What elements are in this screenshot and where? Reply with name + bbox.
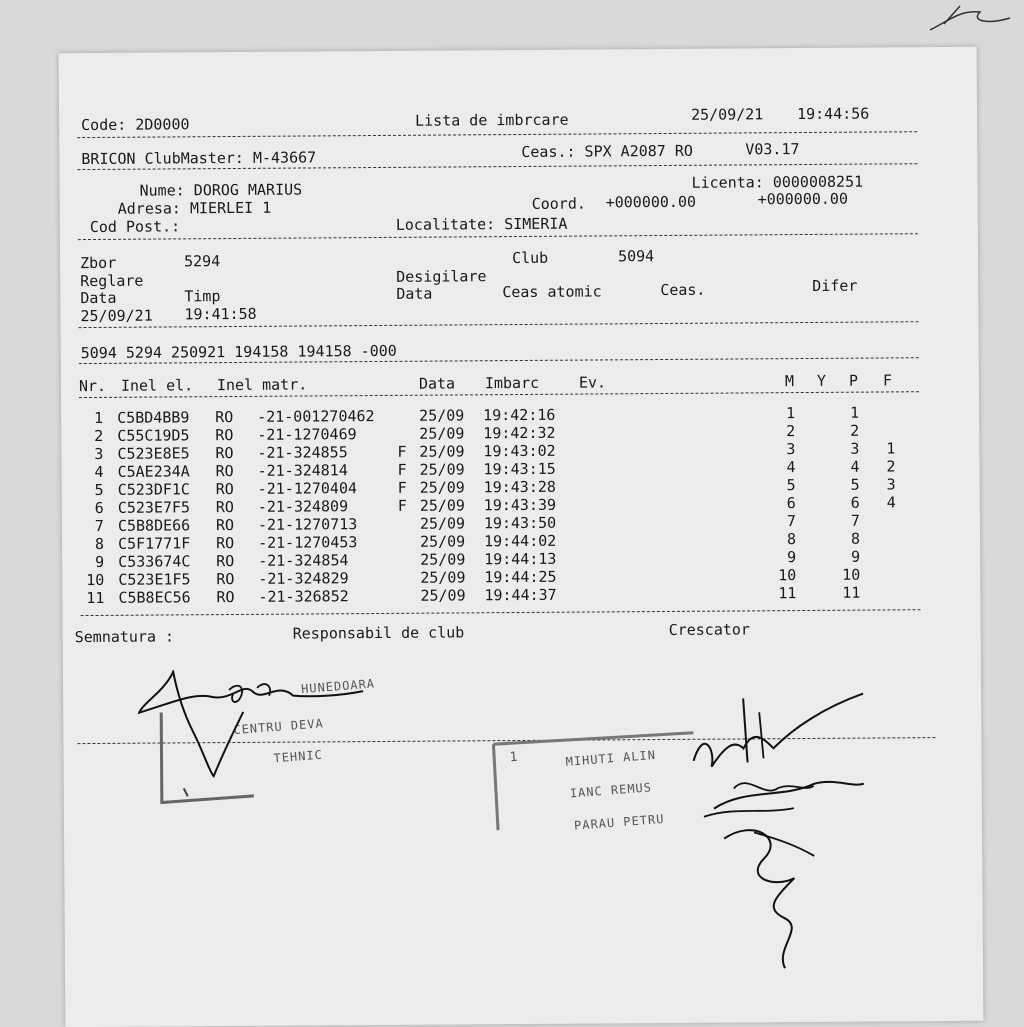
stamp-line: PARAU PETRU <box>574 812 665 833</box>
rank-m: 11 <box>776 584 796 602</box>
divider <box>78 233 918 240</box>
arrival-date: 25/09 <box>419 442 464 460</box>
document-title: Lista de imbrcare <box>415 112 569 130</box>
col-m: M <box>785 372 794 390</box>
row-number: 8 <box>80 535 104 553</box>
arrival-time: 19:43:15 <box>483 460 555 479</box>
electronic-ring: C55C19D5 <box>117 426 189 445</box>
flight-number: 5294 <box>184 253 220 270</box>
stamp-line: IANC REMUS <box>569 780 652 800</box>
col-nr: Nr. <box>79 377 106 395</box>
club-signature-icon <box>133 651 394 793</box>
electronic-ring: C523E7F5 <box>118 498 190 517</box>
rank-m: 4 <box>775 458 795 476</box>
reglare-date-label: Data <box>80 290 116 307</box>
arrival-date: 25/09 <box>420 532 465 550</box>
print-date: 25/09/21 <box>691 106 763 124</box>
ring-number: -21-1270453 <box>258 533 357 552</box>
arrival-time: 19:44:13 <box>484 550 556 569</box>
rank-m: 3 <box>775 440 795 458</box>
rank-p: 4 <box>839 458 859 476</box>
female-flag: F <box>397 443 406 461</box>
club-label: Club <box>512 250 548 267</box>
country-code: RO <box>216 552 234 570</box>
electronic-ring: C523E8E5 <box>117 444 189 463</box>
summary-line: 5094 5294 250921 194158 194158 -000 <box>81 343 397 362</box>
electronic-ring: C523E1F5 <box>118 570 190 589</box>
rank-p: 2 <box>839 422 859 440</box>
electronic-ring: C5B8EC56 <box>118 588 190 607</box>
rank-p: 11 <box>840 584 860 602</box>
arrival-date: 25/09 <box>420 550 465 568</box>
arrival-date: 25/09 <box>420 478 465 496</box>
row-number: 10 <box>80 571 104 589</box>
coord-y: +000000.00 <box>758 191 848 209</box>
rank-m: 5 <box>776 476 796 494</box>
electronic-ring: C5AE234A <box>117 462 189 481</box>
row-number: 9 <box>80 553 104 571</box>
country-code: RO <box>216 498 234 516</box>
right-stamp <box>59 47 977 53</box>
ring-number: -21-001270462 <box>257 407 375 426</box>
country-code: RO <box>215 426 233 444</box>
rank-p: 8 <box>840 530 860 548</box>
country-code: RO <box>215 462 233 480</box>
divider <box>77 131 917 138</box>
row-number: 11 <box>80 589 104 607</box>
row-number: 6 <box>80 499 104 517</box>
owner-locality: Localitate: SIMERIA <box>396 216 568 234</box>
arrival-time: 19:42:32 <box>483 424 555 443</box>
breeder-label: Crescator <box>669 621 750 639</box>
arrival-date: 25/09 <box>420 586 465 604</box>
ring-number: -21-324855 <box>257 443 347 462</box>
arrival-time: 19:42:16 <box>483 406 555 425</box>
print-time: 19:44:56 <box>797 106 869 124</box>
desigilare-label: Desigilare <box>396 268 486 286</box>
arrival-time: 19:43:50 <box>484 514 556 533</box>
arrival-time: 19:43:28 <box>484 478 556 497</box>
female-flag: F <box>398 479 407 497</box>
background-scribble-icon <box>900 0 1020 60</box>
col-ev: Ev. <box>579 373 606 391</box>
col-data: Data <box>419 374 455 392</box>
firmware-version: V03.17 <box>745 141 799 158</box>
arrival-date: 25/09 <box>420 496 465 514</box>
left-stamp <box>59 47 977 53</box>
electronic-ring: C5B8DE66 <box>118 516 190 535</box>
col-f: F <box>883 371 892 389</box>
row-number: 2 <box>79 427 103 445</box>
clock-id: Ceas.: SPX A2087 RO <box>521 143 693 161</box>
country-code: RO <box>215 444 233 462</box>
rank-p: 10 <box>840 566 860 584</box>
coord-label: Coord. <box>532 196 586 213</box>
col-inel-el: Inel el. <box>121 376 193 395</box>
ring-number: -21-324809 <box>258 497 348 516</box>
arrival-time: 19:44:25 <box>484 568 556 587</box>
ring-number: -21-324854 <box>258 551 348 570</box>
col-y: Y <box>817 372 826 390</box>
ring-number: -21-1270404 <box>258 479 357 498</box>
col-inel-matr: Inel matr. <box>217 375 307 394</box>
clock-label: Ceas. <box>660 282 705 299</box>
owner-license: Licenta: 0000008251 <box>691 174 863 192</box>
system-id: BRICON ClubMaster: M-43667 <box>81 149 316 168</box>
ring-number: -21-1270713 <box>258 515 357 534</box>
stamp-line: HUNEDOARA <box>301 676 376 696</box>
country-code: RO <box>216 534 234 552</box>
arrival-date: 25/09 <box>419 424 464 442</box>
arrival-time: 19:43:02 <box>483 442 555 461</box>
arrival-time: 19:44:02 <box>484 532 556 551</box>
country-code: RO <box>216 516 234 534</box>
rank-f: 2 <box>875 457 895 475</box>
document-code: Code: 2D0000 <box>81 116 189 134</box>
reglare-label: Reglare <box>80 273 143 290</box>
club-responsible-label: Responsabil de club <box>293 624 465 642</box>
signature-label: Semnatura : <box>75 628 174 646</box>
rank-p: 7 <box>840 512 860 530</box>
coord-x: +000000.00 <box>606 194 696 212</box>
ring-number: -21-1270469 <box>257 425 356 444</box>
row-number: 7 <box>80 517 104 535</box>
printed-sheet <box>59 47 984 1027</box>
country-code: RO <box>216 588 234 606</box>
ring-number: -21-324829 <box>258 569 348 588</box>
desigilare-date-label: Data <box>396 286 432 303</box>
ring-number: -21-326852 <box>258 587 348 606</box>
reglare-time: 19:41:58 <box>184 306 256 324</box>
rank-m: 2 <box>775 422 795 440</box>
rank-p: 6 <box>840 494 860 512</box>
stamp-index: 1 <box>509 750 519 766</box>
rank-p: 3 <box>839 440 859 458</box>
reglare-date: 25/09/21 <box>80 308 152 326</box>
rank-f: 1 <box>875 439 895 457</box>
electronic-ring: C5F1771F <box>118 534 190 553</box>
country-code: RO <box>215 408 233 426</box>
electronic-ring: C533674C <box>118 552 190 571</box>
arrival-date: 25/09 <box>419 460 464 478</box>
arrival-date: 25/09 <box>419 406 464 424</box>
difference-label: Difer <box>812 278 857 295</box>
owner-name: Nume: DOROG MARIUS <box>140 182 303 200</box>
country-code: RO <box>216 480 234 498</box>
rank-f: 3 <box>876 475 896 493</box>
arrival-time: 19:43:39 <box>484 496 556 515</box>
rank-m: 8 <box>776 530 796 548</box>
row-number: 3 <box>79 445 103 463</box>
rank-m: 1 <box>775 404 795 422</box>
breeder-signature-icon <box>663 687 905 989</box>
female-flag: F <box>398 497 407 515</box>
atomic-clock-label: Ceas atomic <box>502 283 601 301</box>
owner-address: Adresa: MIERLEI 1 <box>118 200 272 218</box>
col-imbarc: Imbarc <box>485 374 539 392</box>
electronic-ring: C523DF1C <box>118 480 190 499</box>
club-number: 5094 <box>618 248 654 265</box>
arrival-date: 25/09 <box>420 568 465 586</box>
arrival-date: 25/09 <box>420 514 465 532</box>
electronic-ring: C5BD4BB9 <box>117 408 189 427</box>
rank-p: 5 <box>840 476 860 494</box>
row-number: 4 <box>79 463 103 481</box>
country-code: RO <box>216 570 234 588</box>
table-body <box>59 47 977 53</box>
stamp-line: MIHUTI ALIN <box>565 748 656 769</box>
stamp-line: TEHNIC <box>273 748 323 766</box>
rank-p: 1 <box>839 404 859 422</box>
rank-m: 9 <box>776 548 796 566</box>
female-flag: F <box>397 461 406 479</box>
rank-f: 4 <box>876 493 896 511</box>
col-p: P <box>849 372 858 390</box>
rank-p: 9 <box>840 548 860 566</box>
reglare-time-label: Timp <box>184 288 220 305</box>
rank-m: 7 <box>776 512 796 530</box>
rank-m: 6 <box>776 494 796 512</box>
row-number: 1 <box>79 409 103 427</box>
row-number: 5 <box>80 481 104 499</box>
divider <box>81 609 921 616</box>
flight-label: Zbor <box>80 255 116 272</box>
owner-postal-code: Cod Post.: <box>90 218 180 236</box>
arrival-time: 19:44:37 <box>484 586 556 605</box>
stamp-line: CENTRU DEVA <box>233 716 324 737</box>
ring-number: -21-324814 <box>257 461 347 480</box>
rank-m: 10 <box>776 566 796 584</box>
